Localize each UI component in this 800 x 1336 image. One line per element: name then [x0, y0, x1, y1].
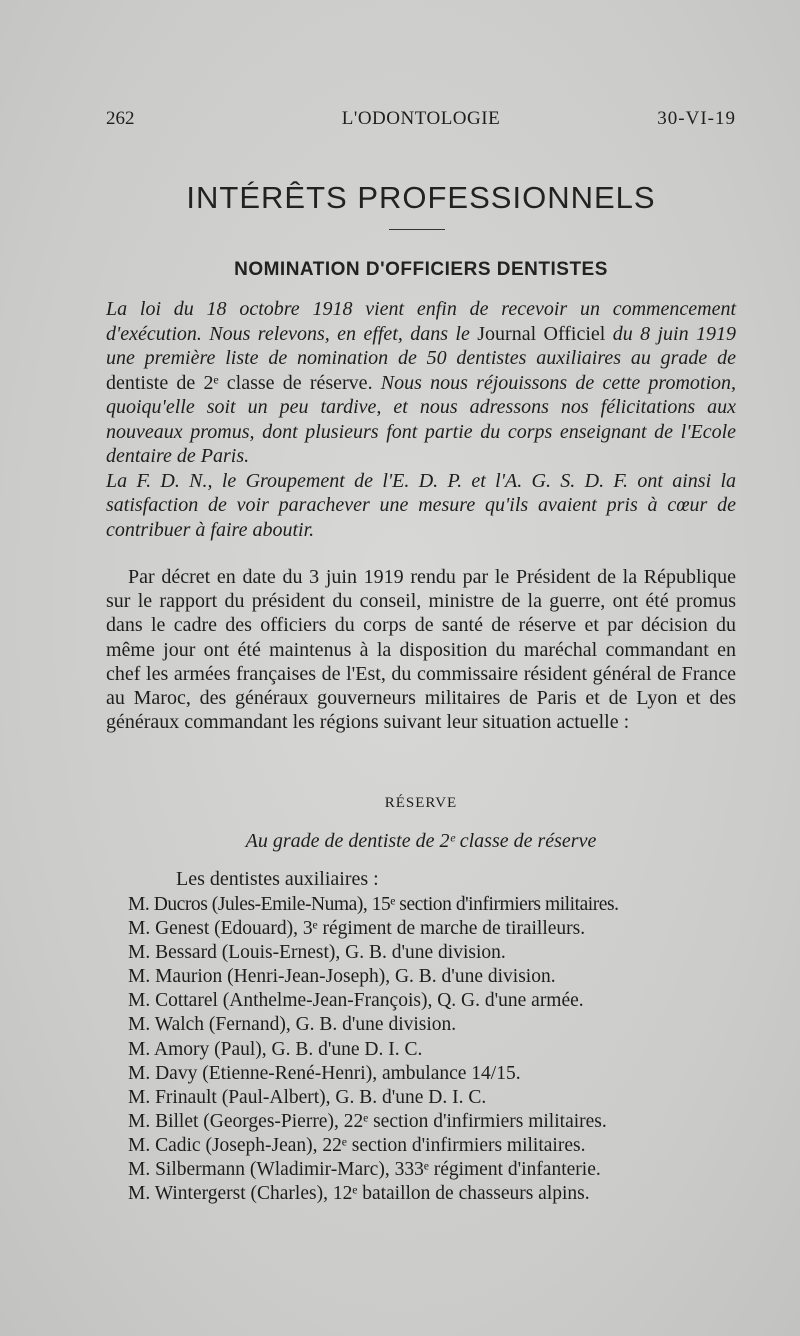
nominee-item: M. Amory (Paul), G. B. d'une D. I. C. [128, 1038, 423, 1060]
nominee-item: M. Cadic (Joseph-Jean), 22ᵉ section d'infirmiers militaires. [128, 1134, 586, 1156]
intro-text-c: du 8 juin 1919 une première liste de nomination de 50 dentistes auxiliaires au grade de [106, 322, 736, 369]
intro-paragraph-2: La F. D. N., le Groupement de l'E. D. P. et l'A. G. S. D. F. ont ainsi la satisfaction de voir parachever une mesure qu'ils avaient pris à cœur de contribuer à faire aboutir. [106, 469, 736, 541]
nominee-item: M. Silbermann (Wladimir-Marc), 333ᵉ régiment d'infanterie. [128, 1159, 601, 1181]
nominee-item: M. Wintergerst (Charles), 12ᵉ bataillon de chasseurs alpins. [128, 1183, 590, 1205]
nominee-item: M. Davy (Etienne-René-Henri), ambulance 14/15. [128, 1062, 521, 1084]
reserve-heading: RÉSERVE [384, 795, 458, 811]
nominee-item: M. Frinault (Paul-Albert), G. B. d'une D. I. C. [128, 1086, 487, 1108]
title-rule [389, 229, 445, 230]
nominee-item: M. Billet (Georges-Pierre), 22ᵉ section d'infirmiers militaires. [128, 1110, 607, 1132]
issue-date: 30-VI-19 [657, 108, 736, 129]
decree-paragraph: Par décret en date du 3 juin 1919 rendu par le Président de la République sur le rapport du président du conseil, ministre de la guerre, ont été promus dans le cadre des officiers du corps de santé de réserve et par décision du même jour ont été maintenus à la disposition du maréchal commandant en chef les armées françaises de l'Est, du commissaire résident général de France au Maroc, des généraux gouverneurs militaires de Paris et de Lyon et des généraux commandant les régions suivant leur situation actuelle : [106, 566, 736, 734]
nominee-item: M. Walch (Fernand), G. B. d'une division. [128, 1014, 457, 1036]
intro-text-a: La loi du 18 octobre 1918 vient enfin de recevoir un commencement d'exécution. Nous relevons, en effet, dans le [106, 298, 736, 345]
nominee-item: M. Cottarel (Anthelme-Jean-François), Q. G. d'une armée. [128, 990, 584, 1012]
nominee-item: M. Bessard (Louis-Ernest), G. B. d'une division. [128, 942, 506, 964]
intro-text [106, 297, 736, 542]
nominee-list [128, 893, 743, 1206]
grade-heading: Au grade de dentiste de 2ᵉ classe de réserve [245, 830, 597, 852]
document-page [106, 0, 736, 1336]
intro-text-journal: Journal Officiel [477, 322, 606, 345]
intro-paragraph-1 [106, 297, 736, 469]
nominee-item: M. Genest (Edouard), 3ᵉ régiment de marche de tirailleurs. [128, 918, 586, 940]
intro-text-e: Nous nous réjouissons de cette promotion, quoiqu'elle soit un peu tardive, et nous adressons nos félicitations aux nouveaux promus, dont plusieurs font partie du corps enseignant de l'Ecole dentaire de Paris. [106, 371, 737, 467]
journal-title: L'ODONTOLOGIE [341, 108, 501, 129]
running-head [106, 108, 736, 138]
list-intro: Les dentistes auxiliaires : [176, 868, 379, 890]
section-title: INTÉRÊTS PROFESSIONNELS [186, 180, 656, 215]
page-number: 262 [106, 108, 135, 129]
nominee-item: M. Maurion (Henri-Jean-Joseph), G. B. d'une division. [128, 966, 556, 988]
article-title: NOMINATION D'OFFICIERS DENTISTES [234, 259, 608, 280]
nominee-item: M. Ducros (Jules-Emile-Numa), 15ᵉ section d'infirmiers militaires. [128, 894, 619, 915]
intro-text-grade: dentiste de 2ᵉ classe de réserve. [106, 371, 373, 394]
